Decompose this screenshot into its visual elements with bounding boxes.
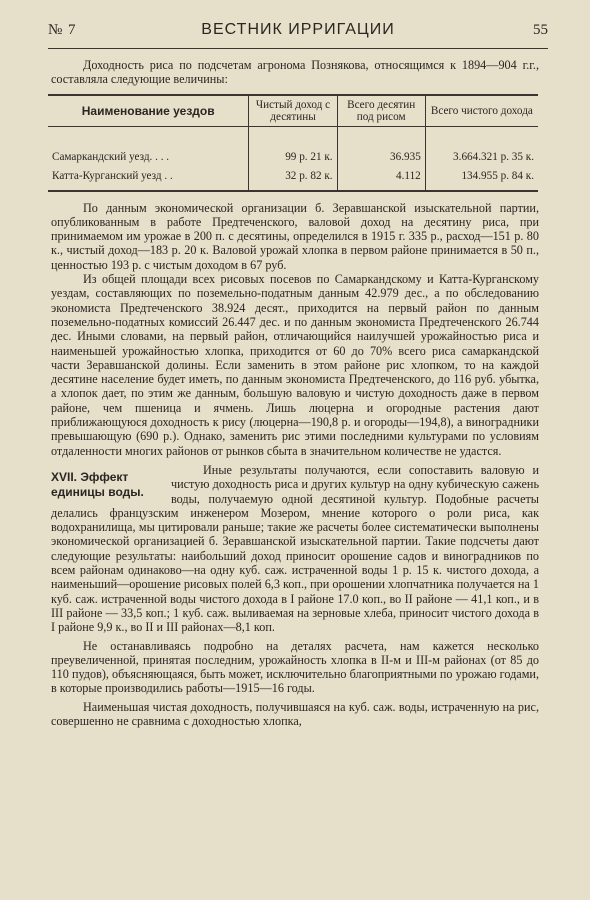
column-header-total-income: Всего чистого дохода	[425, 95, 538, 127]
running-header	[48, 18, 548, 49]
total-income-cell: 3.664.321 р. 35 к.	[453, 150, 534, 163]
rice-income-table	[48, 94, 538, 192]
intro-paragraph: Доходность риса по подсчетам агронома Познякова, относящимся к 1894—904 г.г., составляла следующие величины:	[51, 58, 539, 87]
table-row	[48, 145, 538, 164]
paragraph: Не останавливаясь подробно на деталях расчета, нам кажется несколько преувеличенной, принятая последним, урожайность хлопка в II-м и III-м районах (от 85 до 110 пудов), объясняющаяся, быть может, исключительно благоприятными по урожаю годами, в которые производились работы—1915—16 годы.	[51, 638, 539, 696]
net-income-cell: 99 р. 21 к.	[249, 145, 337, 164]
district-name: Катта-Курганский уезд . .	[48, 164, 249, 191]
area-cell: 36.935	[337, 145, 425, 164]
table-spacer	[48, 126, 538, 145]
column-header-total-area: Всего десятин под рисом	[337, 95, 425, 127]
section-heading: XVII. Эффект единицы воды.	[51, 469, 144, 499]
paragraph: Иные результаты получаются, если сопоставить валовую и чистую доходность риса и других культур на одну кубическую сажень воды, получаемую одной десятиной культур. Подобные расчеты делались французским инженером Мозером, мнение которого о роли риса, как водохранилища, мы цитировали раньше; такие же расчеты более систематически выполнены экономической организацией б. Зеравшанской изыскательной партии. Такие подсчеты дают следующие результаты: наибольший доход приносит орошение садов и виноградников по всем районам одинаково—на одну куб. саж. истраченной воды 1 р. 15 к. чистого дохода, а наименьший—орошение рисовых полей 6,3 коп., при орошении хлопчатника получается на 1 куб. саж. истраченной воды чистого дохода в I районе 17.0 коп., во II районе — 41,1 коп., и в III районе — 33,5 коп.; 1 куб. саж. выливаемая на зерновые хлеба, приносит чистого дохода в I районе 9,9 к., во II и III районах—8,1 коп.	[51, 462, 539, 635]
issue-number: № 7	[48, 22, 77, 38]
net-income-cell: 32 р. 82 к.	[249, 164, 337, 191]
paragraph: Наименьшая чистая доходность, получившаяся на куб. саж. воды, истраченную на рис, совершенно не сравнима с доходностью хлопка,	[51, 699, 539, 728]
journal-title: ВЕСТНИК ИРРИГАЦИИ	[201, 21, 395, 38]
total-income-cell: 134.955 р. 84 к.	[425, 164, 538, 191]
paragraph: По данным экономической организации б. Зеравшанской изыскательной партии, опубликованным в работе Предтеченского, валовой доход на десятину риса, при принимаемом им урожае в 200 п. с десятины, определился в 1915 г. 335 р., расход—151 р. 80 к., чистый доход—183 р. 20 к. Валовой урожай хлопка в первом районе принимается в 50 п., ценностью 193 р. с чистым доходом в 67 руб.	[51, 200, 539, 272]
district-name: Самаркандский уезд. . . .	[48, 145, 249, 164]
table-row	[48, 164, 538, 191]
table-header-row	[48, 95, 538, 127]
paragraph: Из общей площади всех рисовых посевов по Самаркандскому и Катта-Курганскому уездам, составляющих по поземельно-податным данным 42.979 дес., а по обследованию экономиста Предтеченского 38.924 десят., приходится на первый район по данным поземельно-податных комиссий 26.447 дес. и по данным экономиста Предтеченского 26.744 дес. Иными словами, на первый район, отличающийся наилучшей урожайностью риса и наименьшей урожайностью хлопка, приходится от 60 до 70% всего риса самаркандской части Зеравшанской долины. Если заменить в этом районе рис хлопком, то на каждой десятине население будет иметь, по данным экономиста Предтеченского, до 116 руб. убытка, а хлопок дает, по этим же данным, большую валовую и чистую доходность даже в первом районе, чем пшеница и ячмень. Лишь люцерна и огородные растения дают приближающуюся доходность к рису (люцерна—190,8 р. и огороды—194,8), а виноградники превышающую (690 р.). Однако, заменить рис этими последними культурами по условиям отдаленности многих районов от рынков сбыта в значительном количестве не удастся.	[51, 272, 539, 458]
page-number: 55	[533, 22, 548, 38]
column-header-net-income: Чистый доход с десятины	[249, 95, 337, 127]
column-header-district: Наименование уездов	[48, 95, 249, 127]
article-body	[51, 58, 539, 728]
area-cell: 4.112	[337, 164, 425, 191]
